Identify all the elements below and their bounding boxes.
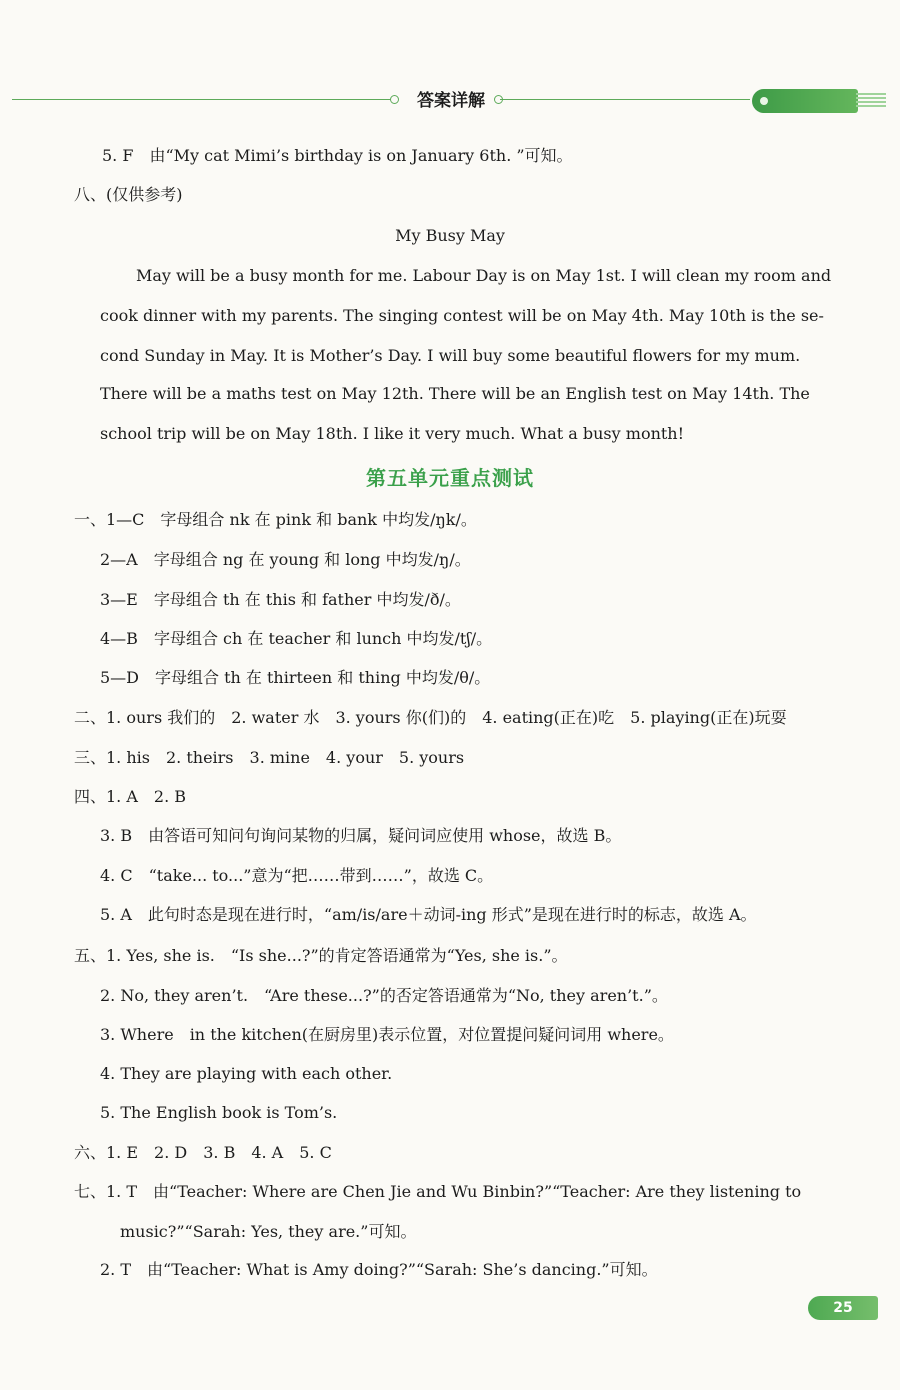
answer-line: 5. The English book is Tom’s. — [100, 1103, 338, 1122]
answer-line: 3—E 字母组合 th 在 this 和 father 中均发/ð/。 — [100, 590, 461, 609]
essay-title: My Busy May — [395, 226, 505, 245]
answer-line: 5. F 由“My cat Mimi’s birthday is on January 6th. ”可知。 — [102, 146, 573, 165]
answer-line: 4. They are playing with each other. — [100, 1064, 393, 1083]
answer-line: 3. B 由答语可知问句询问某物的归属，疑问词应使用 whose，故选 B。 — [100, 826, 622, 845]
essay-line: May will be a busy month for me. Labour Day is on May 1st. I will clean my room and — [136, 266, 832, 285]
answer-line: 七、1. T 由“Teacher: Where are Chen Jie and Wu Binbin?”“Teacher: Are they listening to — [74, 1182, 802, 1201]
answer-line: 2. T 由“Teacher: What is Amy doing?”“Sarah: She’s dancing.”可知。 — [100, 1260, 658, 1279]
essay-line: cook dinner with my parents. The singing contest will be on May 4th. May 10th is the se- — [100, 306, 824, 325]
page-number: 25 — [808, 1296, 878, 1320]
header-title: 答案详解 — [417, 91, 485, 111]
answer-line: 二、1. ours 我们的 2. water 水 3. yours 你(们)的 4. eating(正在)吃 5. playing(正在)玩耍 — [74, 708, 787, 727]
header-rule-right — [500, 99, 750, 100]
answer-line: 3. Where in the kitchen(在厨房里)表示位置，对位置提问疑问词用 where。 — [100, 1025, 674, 1044]
badge-dot-icon — [760, 97, 768, 105]
answer-line: 2. No, they aren’t. “Are these...?”的否定答语通常为“No, they aren’t.”。 — [100, 986, 668, 1005]
answer-line: 4—B 字母组合 ch 在 teacher 和 lunch 中均发/tʃ/。 — [100, 629, 493, 648]
header-dot-left — [390, 95, 399, 104]
header-rule-left — [12, 99, 396, 100]
header-tab-badge — [752, 89, 858, 113]
essay-line: school trip will be on May 18th. I like it very much. What a busy month! — [100, 424, 685, 443]
page-header — [0, 86, 900, 126]
answer-line: 五、1. Yes, she is. “Is she...?”的肯定答语通常为“Yes, she is.”。 — [74, 946, 568, 965]
answer-line: 2—A 字母组合 ng 在 young 和 long 中均发/ŋ/。 — [100, 550, 471, 569]
essay-line: There will be a maths test on May 12th. There will be an English test on May 14th. The — [100, 384, 810, 403]
essay-line: cond Sunday in May. It is Mother’s Day. I will buy some beautiful flowers for my mum. — [100, 346, 801, 365]
answer-line: 一、1—C 字母组合 nk 在 pink 和 bank 中均发/ŋk/。 — [74, 510, 477, 529]
answer-line: 四、1. A 2. B — [74, 787, 187, 806]
answer-line: music?”“Sarah: Yes, they are.”可知。 — [120, 1222, 417, 1241]
answer-line: 三、1. his 2. theirs 3. mine 4. your 5. yours — [74, 748, 465, 767]
answer-line: 六、1. E 2. D 3. B 4. A 5. C — [74, 1143, 332, 1162]
header-stripes-decoration — [856, 93, 886, 109]
unit-test-heading: 第五单元重点测试 — [366, 466, 534, 490]
answer-line: 5. A 此句时态是现在进行时，“am/is/are＋动词-ing 形式”是现在进行时的标志，故选 A。 — [100, 905, 757, 924]
section-label: 八、(仅供参考) — [74, 185, 183, 204]
answer-line: 4. C “take... to...”意为“把……带到……”，故选 C。 — [100, 866, 494, 885]
answer-line: 5—D 字母组合 th 在 thirteen 和 thing 中均发/θ/。 — [100, 668, 491, 687]
